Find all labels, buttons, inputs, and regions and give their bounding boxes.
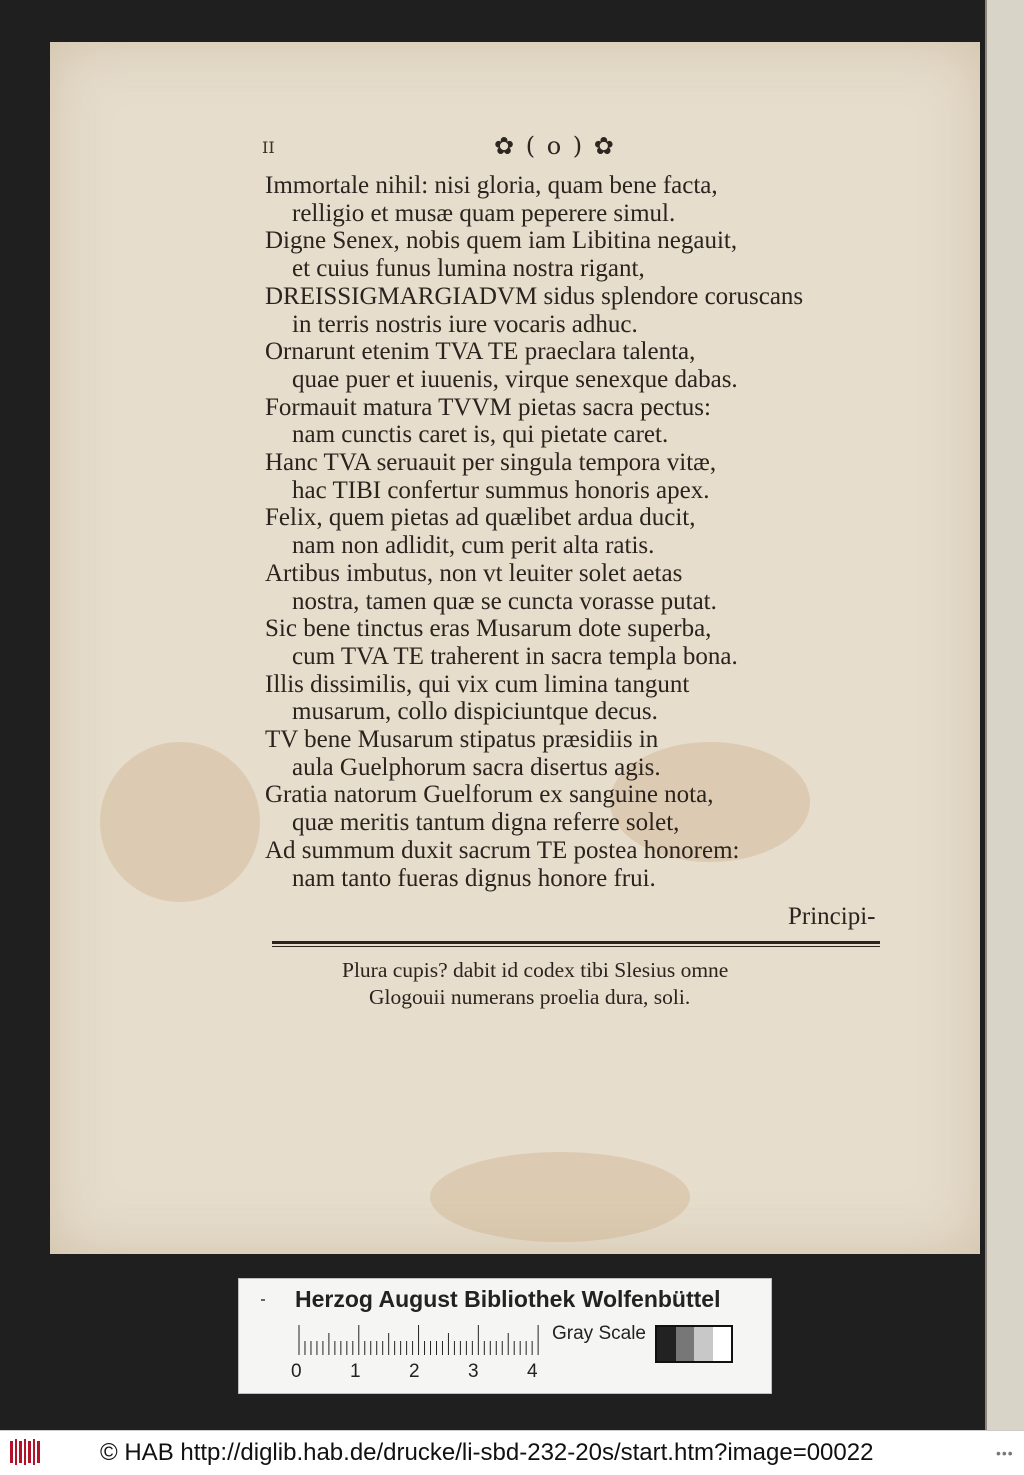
poem-line: Illis dissimilis, qui vix cum limina tangunt xyxy=(265,670,690,698)
poem-line: nostra, tamen quæ se cuncta vorasse putat. xyxy=(292,587,717,615)
poem-line: hac TIBI confertur summus honoris apex. xyxy=(292,476,710,504)
poem-line: Formauit matura TVVM pietas sacra pectus: xyxy=(265,393,711,421)
poem-line: Artibus imbutus, non vt leuiter solet aetas xyxy=(265,559,683,587)
card-title: Herzog August Bibliothek Wolfenbüttel xyxy=(295,1286,721,1312)
poem-line: Digne Senex, nobis quem iam Libitina negauit, xyxy=(265,227,738,255)
poem-line: Immortale nihil: nisi gloria, quam bene facta, xyxy=(265,172,718,199)
gray-swatch xyxy=(657,1327,676,1361)
poem-line: Sic bene tinctus eras Musarum dote superba, xyxy=(265,615,712,643)
gray-scale-label: Gray Scale xyxy=(552,1323,646,1344)
paper-stain xyxy=(100,742,260,902)
poem-line: nam tanto fueras dignus honore frui. xyxy=(292,864,656,892)
poem-text xyxy=(265,172,865,892)
ruler-number: 2 xyxy=(409,1361,420,1382)
gray-swatch xyxy=(676,1327,695,1361)
ruler-number: 1 xyxy=(350,1361,361,1382)
gray-swatch xyxy=(694,1327,713,1361)
ruler-number: 4 xyxy=(527,1361,538,1382)
card-mark xyxy=(261,1299,265,1301)
poem-line: in terris nostris iure vocaris adhuc. xyxy=(292,310,638,338)
poem-line: nam cunctis caret is, qui pietate caret. xyxy=(292,421,669,449)
footnote-rule xyxy=(272,941,880,944)
ruler-scale xyxy=(297,1325,541,1355)
poem-line: relligio et musæ quam peperere simul. xyxy=(292,199,676,227)
ruler-number: 3 xyxy=(468,1361,479,1382)
gray-scale-swatch xyxy=(655,1325,733,1363)
ruler-numbers xyxy=(291,1361,551,1385)
poem-line: TV bene Musarum stipatus præsidiis in xyxy=(265,726,659,754)
poem-line: et cuius funus lumina nostra rigant, xyxy=(292,255,645,283)
footnote-line: Plura cupis? dabit id codex tibi Slesius omne xyxy=(342,958,729,982)
footer-url[interactable]: © HAB http://diglib.hab.de/drucke/li-sbd-232-20s/start.htm?image=00022 xyxy=(100,1439,874,1466)
poem-line: musarum, collo dispiciuntque decus. xyxy=(292,698,658,726)
poem-line: quæ meritis tantum digna referre solet, xyxy=(292,809,680,837)
poem-line: cum TVA TE traherent in sacra templa bona. xyxy=(292,642,738,670)
poem-line: quae puer et iuuenis, virque senexque dabas. xyxy=(292,365,738,393)
page-mark: II xyxy=(262,138,275,157)
poem-line: DREISSIGMARGIADVM sidus splendore coruscans xyxy=(265,282,804,310)
gray-swatch xyxy=(713,1327,732,1361)
adjacent-page-edge xyxy=(985,0,1024,1430)
ruler-number: 0 xyxy=(291,1361,302,1382)
poem-line: Gratia natorum Guelforum ex sanguine nota, xyxy=(265,781,714,809)
footnote xyxy=(342,957,862,1011)
footer-bar xyxy=(0,1430,1024,1475)
paper-stain xyxy=(430,1152,690,1242)
more-menu-icon[interactable]: ••• xyxy=(996,1445,1014,1461)
poem-line: Ad summum duxit sacrum TE postea honorem: xyxy=(265,836,740,864)
page-header xyxy=(258,132,638,162)
poem-line: Ornarunt etenim TVA TE praeclara talenta, xyxy=(265,338,696,366)
poem-line: Hanc TVA seruauit per singula tempora vitæ, xyxy=(265,449,717,477)
poem-line: nam non adlidit, cum perit alta ratis. xyxy=(292,532,655,560)
footnote-line: Glogouii numerans proelia dura, soli. xyxy=(369,985,691,1009)
catchword: Principi- xyxy=(788,903,876,930)
poem-line: aula Guelphorum sacra disertus agis. xyxy=(292,753,661,781)
footnote-rule-thin xyxy=(272,946,880,947)
library-color-card xyxy=(238,1278,772,1394)
hab-logo-icon xyxy=(8,1437,44,1467)
poem-line: Felix, quem pietas ad quælibet ardua ducit, xyxy=(265,504,696,532)
header-ornament: ✿ ( o ) ✿ xyxy=(494,132,616,160)
